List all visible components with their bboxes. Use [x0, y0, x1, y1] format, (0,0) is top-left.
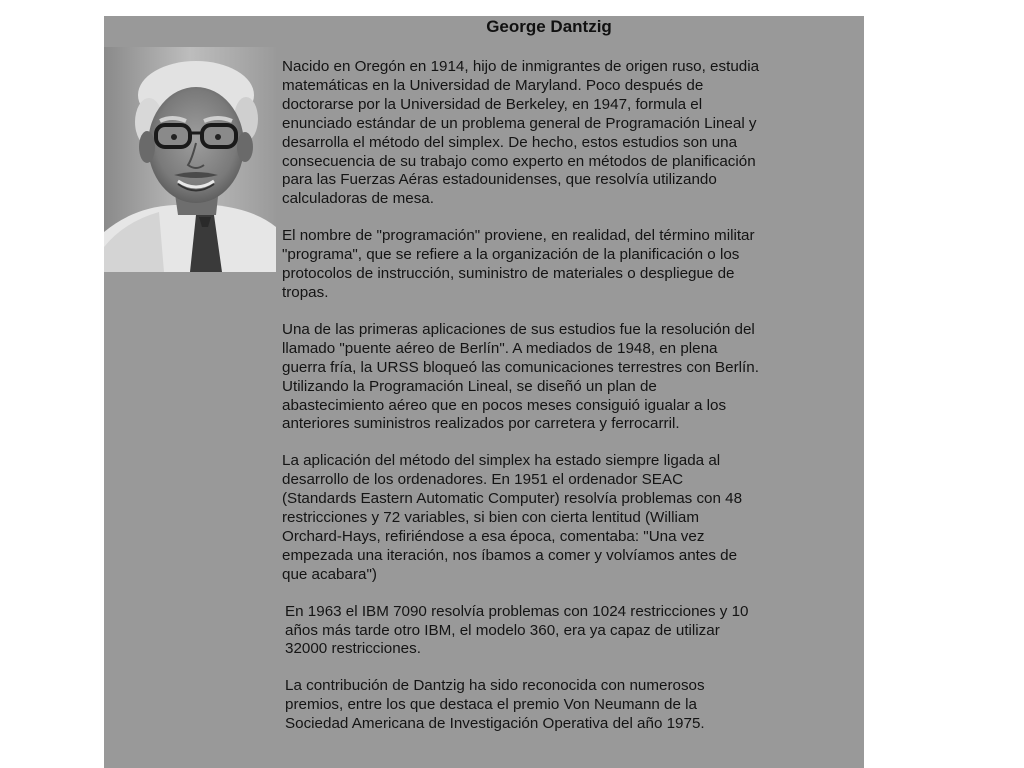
content-panel: [104, 16, 864, 768]
paragraph-3: Una de las primeras aplicaciones de sus estudios fue la resolución del llamado "puente aéreo de Berlín". A mediados de 1948, en plena guerra fría, la URSS bloqueó las comunicaciones terrestres con Berlín. Utilizando la Programación Lineal, se diseñó un plan de abastecimiento aéreo que en pocos meses consiguió igualar a los anteriores suministros realizados por carretera y ferrocarril.: [282, 320, 759, 433]
paragraph-6: La contribución de Dantzig ha sido reconocida con numerosos premios, entre los que destaca el premio Von Neumann de la Sociedad Americana de Investigación Operativa del año 1975.: [285, 677, 705, 733]
portrait-photo-icon: [104, 47, 276, 272]
paragraph-5: En 1963 el IBM 7090 resolvía problemas con 1024 restricciones y 10 años más tarde otro IBM, el modelo 360, era ya capaz de utilizar 32000 restricciones.: [285, 602, 749, 658]
paragraph-2: El nombre de "programación" proviene, en realidad, del término militar "programa", que se refiere a la organización de la planificación o los protocolos de instrucción, suministro de materiales o despliegue de tropas.: [282, 227, 755, 301]
paragraph-4: La aplicación del método del simplex ha estado siempre ligada al desarrollo de los ordenadores. En 1951 el ordenador SEAC (Standards Eastern Automatic Computer) resolvía problemas con 48 restricciones y 72 variables, si bien con cierta lentitud (William Orchard-Hays, refiriéndose a esa época, comentaba: "Una vez empezada una iteración, nos íbamos a comer y volvíamos antes de que acabara"): [282, 452, 743, 583]
biography-text: [282, 58, 862, 752]
paragraph-1: Nacido en Oregón en 1914, hijo de inmigrantes de origen ruso, estudia matemáticas en la Universidad de Maryland. Poco después de doctorarse por la Universidad de Berkeley, en 1947, formula el enunciado estándar de un problema general de Programación Lineal y desarrolla el método del simplex. De hecho, estos estudios son una consecuencia de su trabajo como experto en métodos de planificación para las Fuerzas Aéras estadounidenses, que resolvía utilizando calculadoras de mesa.: [282, 58, 760, 208]
page-title: George Dantzig: [486, 17, 612, 36]
